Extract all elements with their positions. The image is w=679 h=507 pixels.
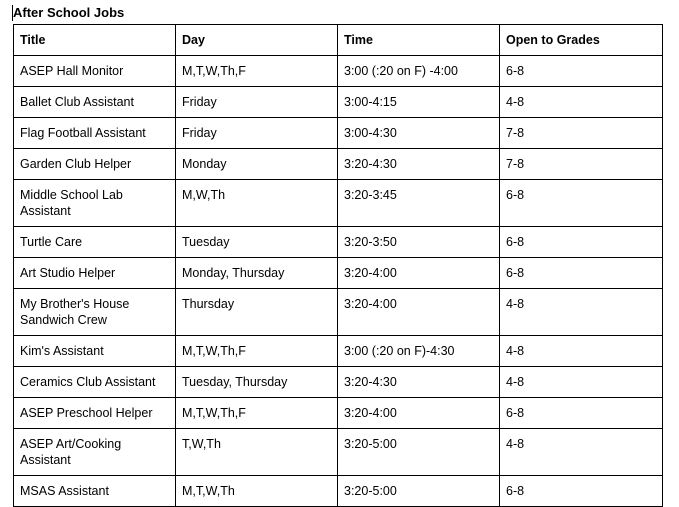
cell-time: 3:20-3:50 [338, 227, 500, 258]
cell-grades: 4-8 [500, 336, 663, 367]
cell-title: Turtle Care [14, 227, 176, 258]
cell-day: M,T,W,Th,F [176, 336, 338, 367]
cell-day: Tuesday [176, 227, 338, 258]
cell-grades: 6-8 [500, 227, 663, 258]
cell-grades: 6-8 [500, 56, 663, 87]
cell-title: ASEP Preschool Helper [14, 398, 176, 429]
cell-time: 3:20-5:00 [338, 476, 500, 507]
cell-grades: 6-8 [500, 476, 663, 507]
cell-day: Monday [176, 149, 338, 180]
table-row [14, 149, 663, 180]
cell-time: 3:20-4:00 [338, 258, 500, 289]
cell-title: Flag Football Assistant [14, 118, 176, 149]
cell-title: Ballet Club Assistant [14, 87, 176, 118]
cell-time: 3:00 (:20 on F)-4:30 [338, 336, 500, 367]
cell-grades: 6-8 [500, 180, 663, 227]
document-title: After School Jobs [13, 5, 125, 20]
cell-day: M,W,Th [176, 180, 338, 227]
header-grades: Open to Grades [500, 25, 663, 56]
header-time: Time [338, 25, 500, 56]
cell-day: Thursday [176, 289, 338, 336]
cell-day: Friday [176, 87, 338, 118]
table-row [14, 227, 663, 258]
cell-title: ASEP Hall Monitor [14, 56, 176, 87]
header-day: Day [176, 25, 338, 56]
cell-time: 3:00-4:15 [338, 87, 500, 118]
cell-day: Monday, Thursday [176, 258, 338, 289]
cell-time: 3:00 (:20 on F) -4:00 [338, 56, 500, 87]
table-row [14, 367, 663, 398]
cell-grades: 6-8 [500, 258, 663, 289]
cell-day: Friday [176, 118, 338, 149]
cell-day: Tuesday, Thursday [176, 367, 338, 398]
table-row [14, 118, 663, 149]
table-row [14, 289, 663, 336]
cell-time: 3:20-4:30 [338, 149, 500, 180]
table-row [14, 336, 663, 367]
cell-grades: 7-8 [500, 118, 663, 149]
header-title: Title [14, 25, 176, 56]
table-row [14, 429, 663, 476]
cell-grades: 4-8 [500, 429, 663, 476]
cell-title: Art Studio Helper [14, 258, 176, 289]
cell-title: My Brother's House Sandwich Crew [14, 289, 176, 336]
cell-day: M,T,W,Th,F [176, 56, 338, 87]
cell-title: Middle School Lab Assistant [14, 180, 176, 227]
table-row [14, 476, 663, 507]
cell-title: ASEP Art/Cooking Assistant [14, 429, 176, 476]
cell-time: 3:20-5:00 [338, 429, 500, 476]
cell-title: Kim's Assistant [14, 336, 176, 367]
table-row [14, 56, 663, 87]
table-header-row [14, 25, 663, 56]
cell-day: M,T,W,Th [176, 476, 338, 507]
cell-grades: 6-8 [500, 398, 663, 429]
cell-day: T,W,Th [176, 429, 338, 476]
cell-time: 3:20-3:45 [338, 180, 500, 227]
table-row [14, 398, 663, 429]
jobs-table [13, 24, 663, 507]
cell-grades: 4-8 [500, 367, 663, 398]
cell-time: 3:20-4:00 [338, 398, 500, 429]
cell-title: Garden Club Helper [14, 149, 176, 180]
cell-grades: 4-8 [500, 289, 663, 336]
cell-title: Ceramics Club Assistant [14, 367, 176, 398]
cell-grades: 7-8 [500, 149, 663, 180]
cell-day: M,T,W,Th,F [176, 398, 338, 429]
table-row [14, 87, 663, 118]
table-row [14, 258, 663, 289]
cell-time: 3:00-4:30 [338, 118, 500, 149]
cell-time: 3:20-4:30 [338, 367, 500, 398]
cell-title: MSAS Assistant [14, 476, 176, 507]
table-row [14, 180, 663, 227]
cell-grades: 4-8 [500, 87, 663, 118]
cell-time: 3:20-4:00 [338, 289, 500, 336]
